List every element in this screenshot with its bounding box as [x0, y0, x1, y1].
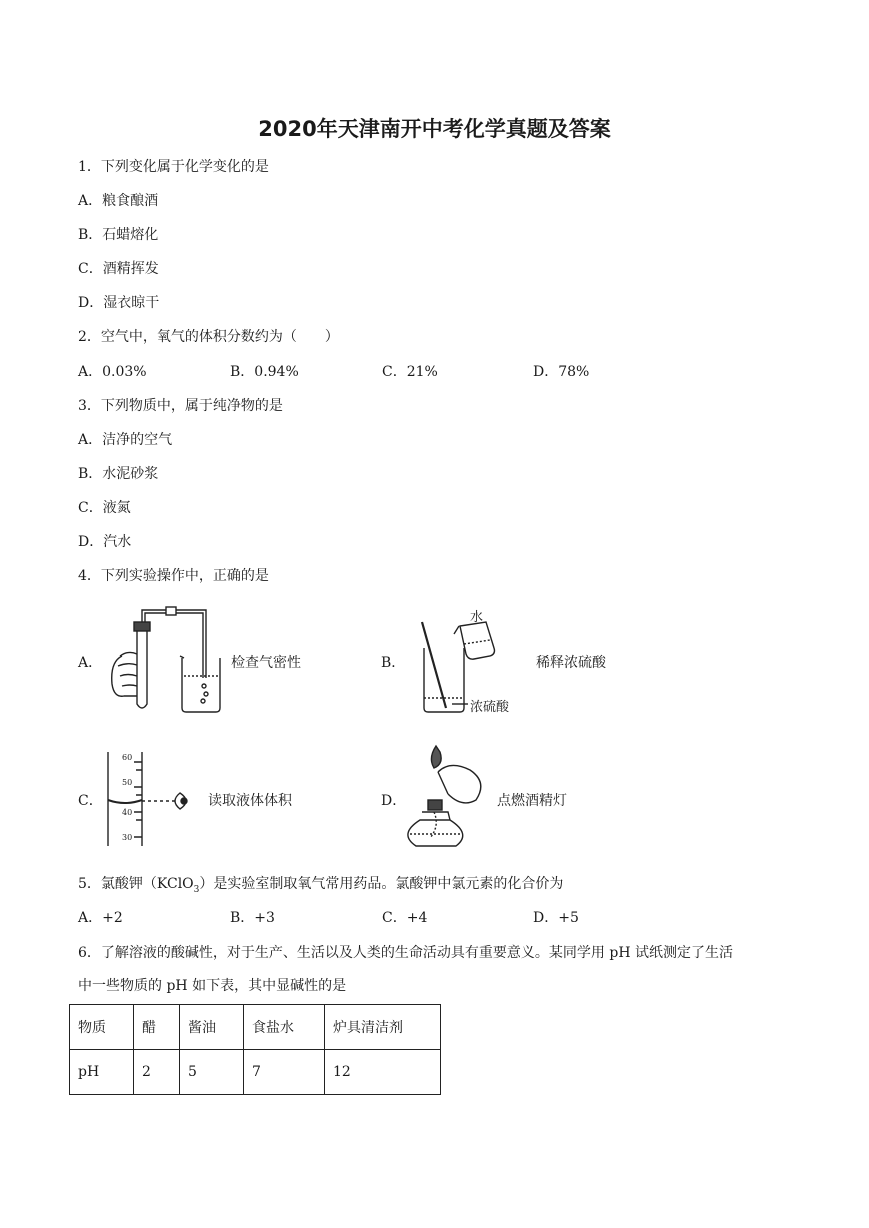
- graduated-cylinder-illustration: [100, 748, 205, 848]
- page-title: 2020年天津南开中考化学真题及答案: [258, 117, 611, 141]
- q1-option-d: D．湿衣晾干: [78, 295, 160, 311]
- q5-stem-pre: 5．氯酸钾（KClO: [78, 876, 194, 892]
- q2-option-a: A．0.03%: [78, 364, 147, 380]
- table-row: [70, 1050, 441, 1095]
- q5-option-a: A．+2: [78, 910, 123, 926]
- q4-option-c-letter: C．: [78, 793, 103, 809]
- q6-stem-line1: 6．了解溶液的酸碱性，对于生产、生活以及人类的生命活动具有重要意义。某同学用 pH 试纸测定了生活: [78, 945, 733, 961]
- q5-stem-post: ）是实验室制取氧气常用药品。氯酸钾中氯元素的化合价为: [199, 876, 564, 892]
- table-cell: 12: [325, 1050, 441, 1095]
- q1-option-c: C．酒精挥发: [78, 261, 159, 277]
- table-cell: 食盐水: [244, 1005, 325, 1050]
- q4-option-b-label: 稀释浓硫酸: [536, 655, 606, 671]
- q2-option-b: B．0.94%: [230, 364, 299, 380]
- tick-label-60: 60: [122, 753, 133, 762]
- q1-option-b: B．石蜡熔化: [78, 227, 159, 243]
- q1-stem: 1．下列变化属于化学变化的是: [78, 159, 269, 175]
- q3-option-a: A．洁净的空气: [78, 432, 173, 448]
- table-cell: pH: [70, 1050, 134, 1095]
- q5-option-d: D．+5: [533, 910, 579, 926]
- q4-option-d-letter: D．: [381, 793, 407, 809]
- alcohol-lamp-illustration: [400, 742, 495, 850]
- q4-option-c-label: 读取液体体积: [208, 793, 292, 809]
- table-cell: 5: [180, 1050, 244, 1095]
- ph-table: [69, 1004, 441, 1095]
- q5-stem: [78, 874, 563, 900]
- table-cell: 2: [134, 1050, 180, 1095]
- table-cell: 醋: [134, 1005, 180, 1050]
- q3-option-c: C．液氮: [78, 500, 131, 516]
- q1-option-a: A．粮食酿酒: [78, 193, 159, 209]
- water-label: 水: [470, 610, 484, 625]
- q4-option-b-letter: B．: [381, 655, 406, 671]
- q4-option-a-label: 检查气密性: [231, 655, 301, 671]
- table-cell: 7: [244, 1050, 325, 1095]
- q5-option-c: C．+4: [382, 910, 428, 926]
- q2-option-c: C．21%: [382, 364, 438, 380]
- q2-option-d: D．78%: [533, 364, 590, 380]
- q4-stem: 4．下列实验操作中，正确的是: [78, 568, 269, 584]
- q5-stem-subscript: 3: [193, 884, 200, 895]
- q3-stem: 3．下列物质中，属于纯净物的是: [78, 398, 283, 414]
- q5-option-b: B．+3: [230, 910, 275, 926]
- table-header-row: [70, 1005, 441, 1050]
- concentrated-acid-label: 浓硫酸: [470, 700, 510, 715]
- table-cell: 酱油: [180, 1005, 244, 1050]
- q2-stem: 2．空气中，氧气的体积分数约为（ ）: [78, 329, 339, 345]
- tick-label-30: 30: [122, 833, 133, 842]
- airtightness-check-illustration: [100, 600, 225, 718]
- q4-option-d-label: 点燃酒精灯: [497, 793, 567, 809]
- q4-option-a-letter: A．: [78, 655, 103, 671]
- q3-option-b: B．水泥砂浆: [78, 466, 159, 482]
- tick-label-50: 50: [122, 778, 133, 787]
- q3-option-d: D．汽水: [78, 534, 132, 550]
- q6-stem-line2: 中一些物质的 pH 如下表，其中显碱性的是: [78, 978, 347, 994]
- table-cell: 物质: [70, 1005, 134, 1050]
- tick-label-40: 40: [122, 808, 133, 817]
- table-cell: 炉具清洁剂: [325, 1005, 441, 1050]
